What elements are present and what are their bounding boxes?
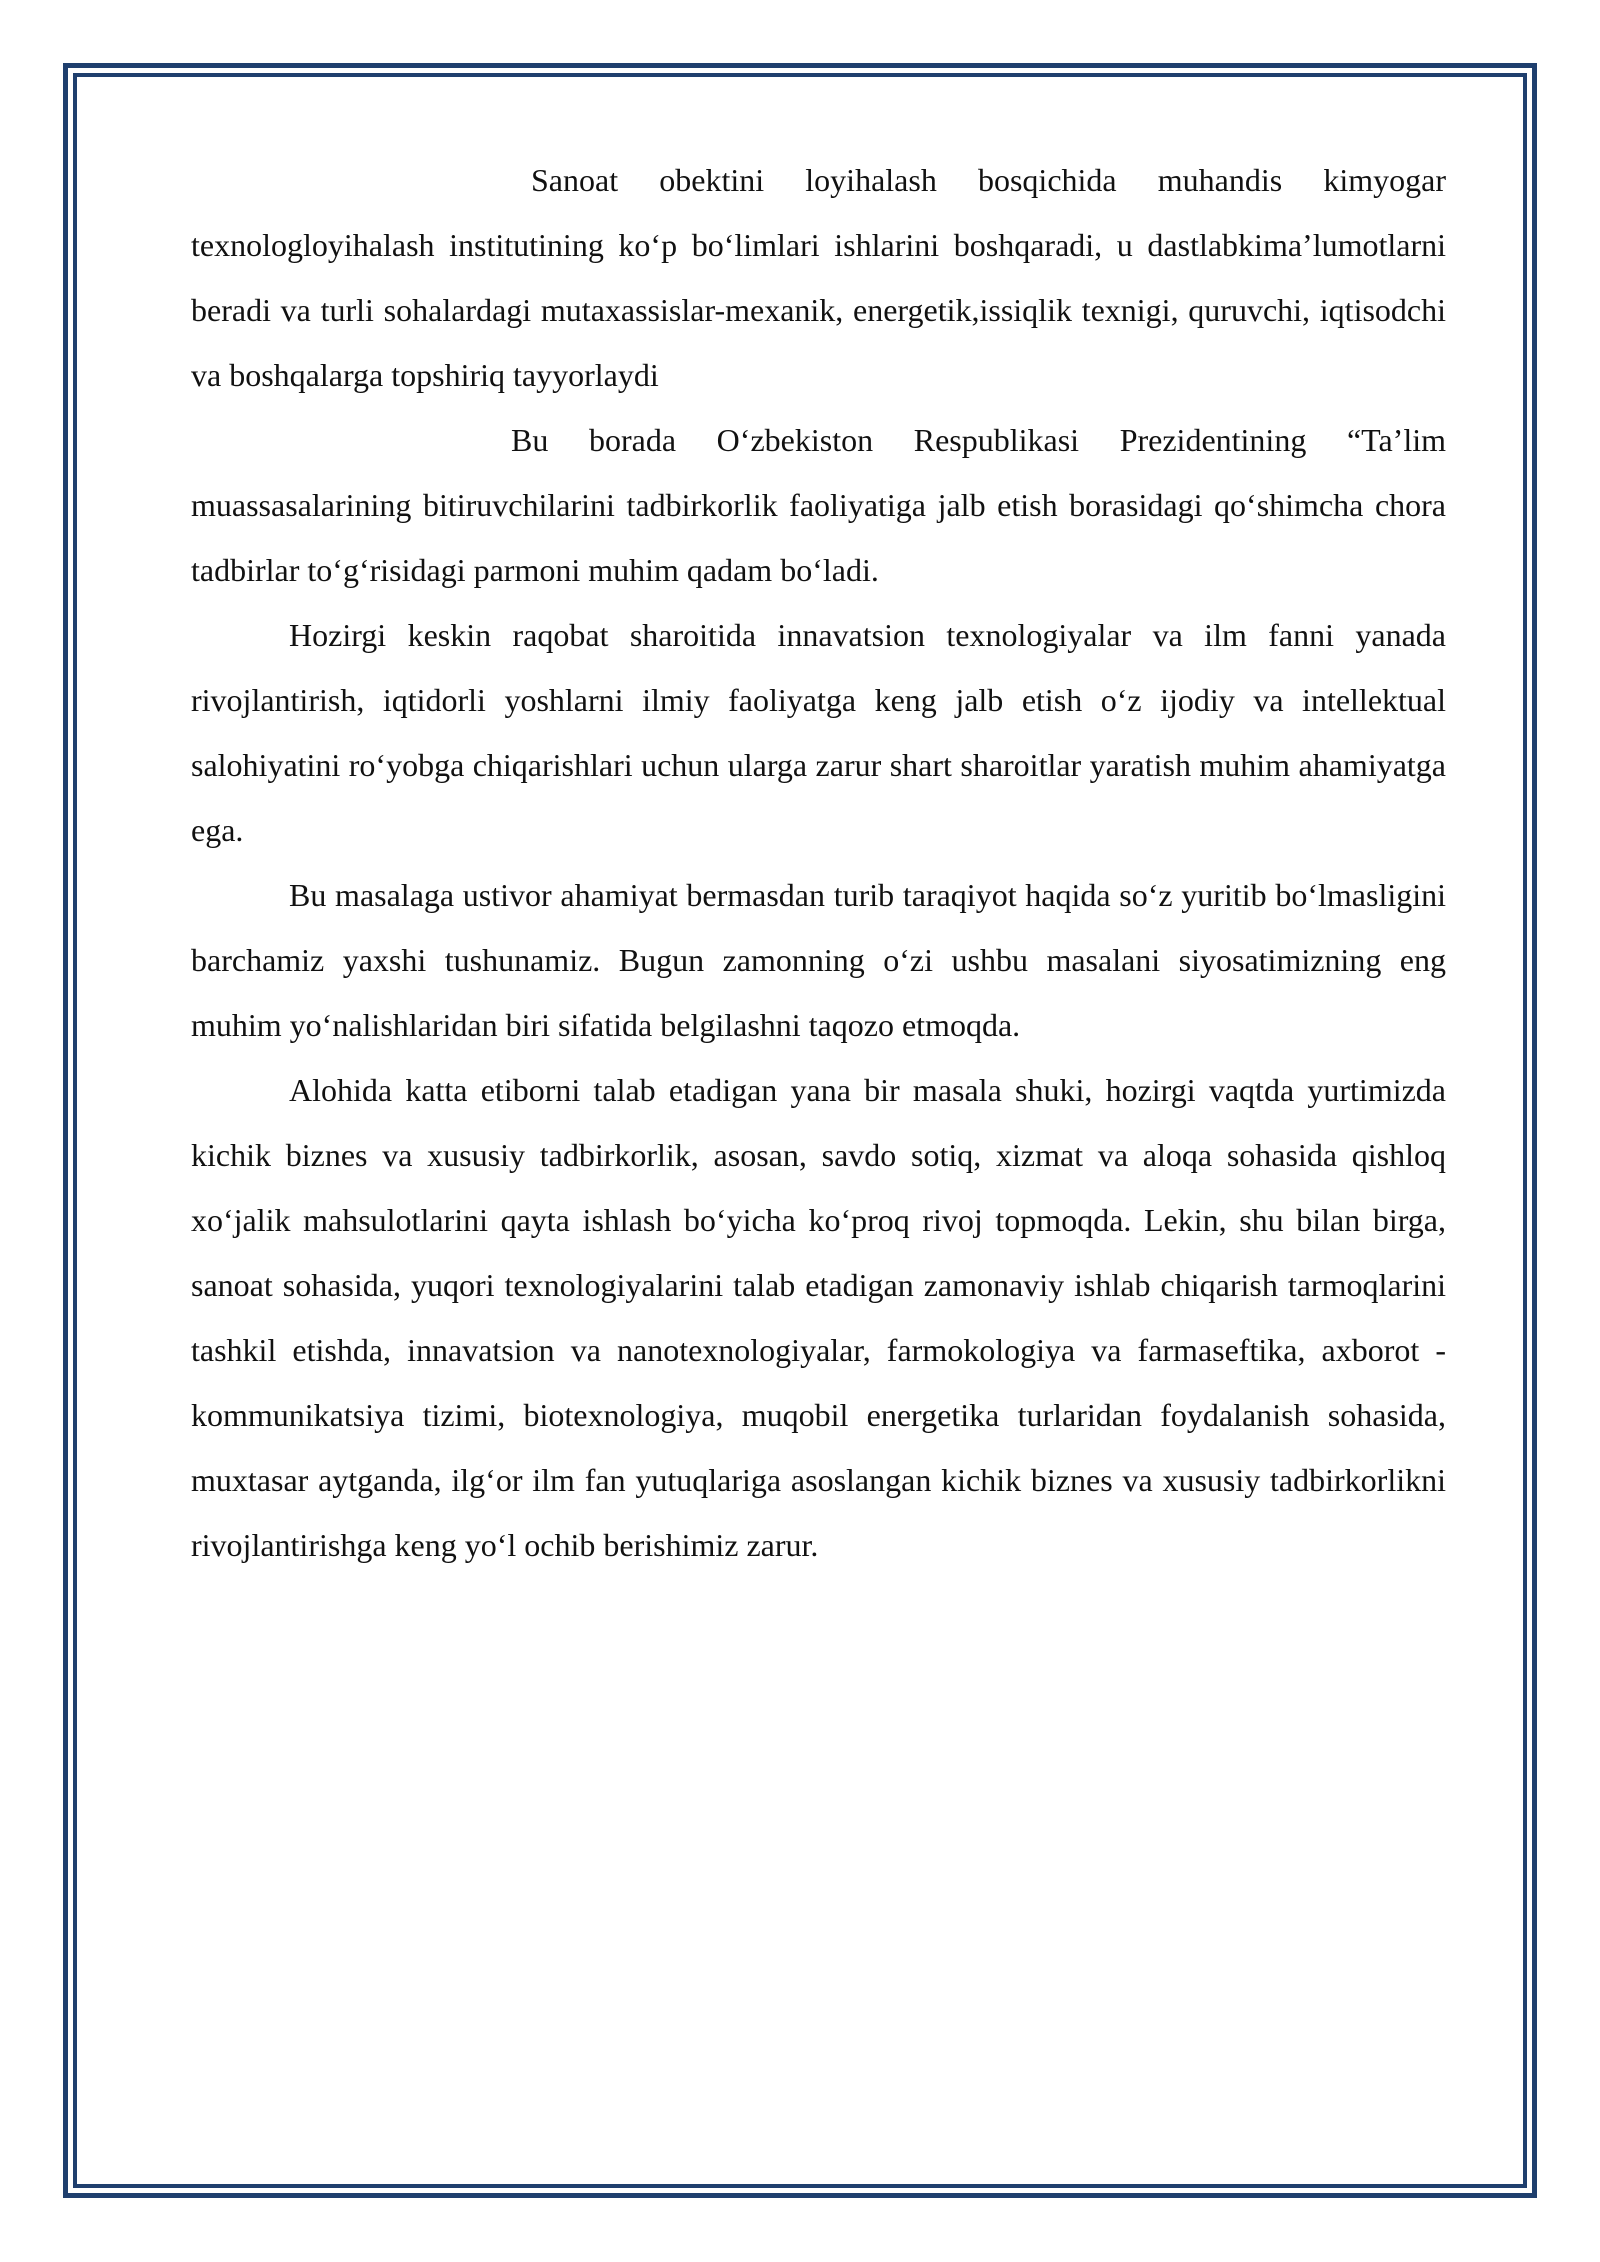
paragraph-5: Alohida katta etiborni talab etadigan yana bir masala shuki, hozirgi vaqtda yurtimizda kichik biznes va xususiy tadbirkorlik, asosan, savdo sotiq, xizmat va aloqa sohasida qishloq xo‘jalik mahsulotlarini qayta ishlash bo‘yicha ko‘proq rivoj topmoqda. Lekin, shu bilan birga, sanoat sohasida, yuqori texnologiyalarini talab etadigan zamonaviy ishlab chiqarish tarmoqlarini tashkil etishda, innavatsion va nanotexnologiyalar, farmokologiya va farmaseftika, axborot -kommunikatsiya tizimi, biotexnologiya, muqobil energetika turlaridan foydalanish sohasida, muxtasar aytganda, ilg‘or ilm fan yutuqlariga asoslangan kichik biznes va xususiy tadbirkorlikni rivojlantirishga keng yo‘l ochib berishimiz zarur. (191, 1072, 1446, 1563)
paragraph-1: Sanoat obektini loyihalash bosqichida muhandis kimyogar texnologloyihalash institutining ko‘p bo‘limlari ishlarini boshqaradi, u dastlabkima’lumotlarni beradi va turli sohalardagi mutaxassislar-mexanik, energetik,issiqlik texnigi, quruvchi, iqtisodchi va boshqalarga topshiriq tayyorlaydi (191, 162, 1446, 393)
paragraph-4: Bu masalaga ustivor ahamiyat bermasdan turib taraqiyot haqida so‘z yuritib bo‘lmasligini barchamiz yaxshi tushunamiz. Bugun zamonning o‘zi ushbu masalani siyosatimizning eng muhim yo‘nalishlaridan biri sifatida belgilashni taqozo etmoqda. (191, 877, 1446, 1043)
document-body (191, 148, 1446, 1578)
paragraph-2: Bu borada O‘zbekiston Respublikasi Prezidentining “Ta’lim muassasalarining bitiruvchilarini tadbirkorlik faoliyatiga jalb etish borasidagi qo‘shimcha chora tadbirlar to‘g‘risidagi parmoni muhim qadam bo‘ladi. (191, 422, 1446, 588)
paragraph-3: Hozirgi keskin raqobat sharoitida innavatsion texnologiyalar va ilm fanni yanada rivojlantirish, iqtidorli yoshlarni ilmiy faoliyatga keng jalb etish o‘z ijodiy va intellektual salohiyatini ro‘yobga chiqarishlari uchun ularga zarur shart sharoitlar yaratish muhim ahamiyatga ega. (191, 617, 1446, 848)
